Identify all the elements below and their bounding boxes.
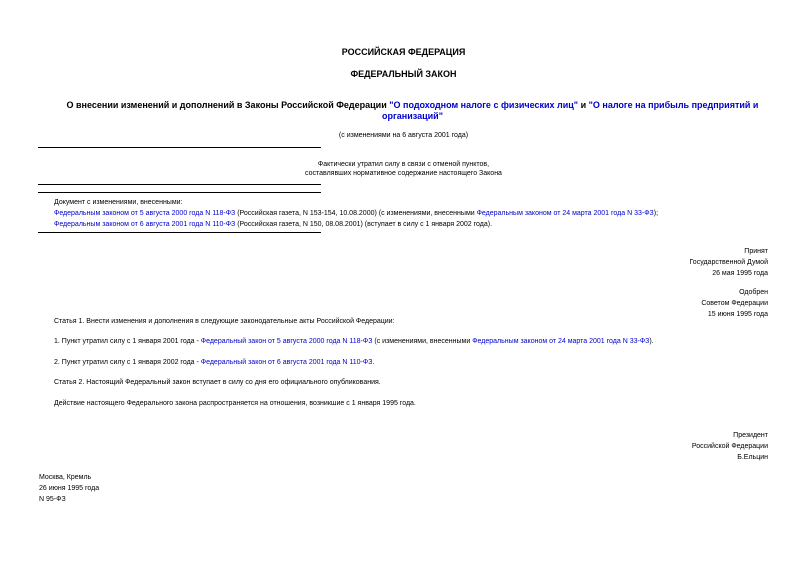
point-text: (с изменениями, внесенными	[372, 338, 473, 345]
law-33-fz-link[interactable]: Федеральным законом от 24 марта 2001 года N 33-ФЗ	[472, 338, 650, 345]
amendments-note: (с изменениями на 6 августа 2001 года)	[338, 132, 469, 139]
changes-intro: Документ с изменениями, внесенными:	[54, 199, 183, 206]
changes-item-text: (Российская газета, N 150, 08.08.2001) (вступает в силу с 1 января 2002 года).	[235, 221, 493, 228]
title-link-profit-tax[interactable]: "О налоге на прибыль предприятий и организаций"	[382, 100, 759, 121]
place-date-line: 26 июня 1995 года	[39, 485, 100, 492]
title-link-income-tax[interactable]: "О подоходном налоге с физических лиц"	[389, 100, 579, 110]
adopted-line: Государственной Думой	[689, 259, 768, 266]
article-1-point-2	[54, 358, 794, 367]
signature-line: Б.Ельцин	[737, 454, 768, 461]
approved-line: Одобрен	[739, 289, 768, 296]
divider	[38, 147, 321, 148]
divider	[38, 192, 321, 193]
status-note	[200, 160, 607, 178]
adopted-line: 26 мая 1995 года	[712, 270, 768, 277]
changes-item-end: );	[653, 210, 659, 217]
status-note-line1: Фактически утратил силу в связи с отменой пунктов,	[317, 161, 490, 168]
changes-item	[54, 208, 794, 219]
point-text: 2. Пункт утратил силу с 1 января 2002 года -	[54, 359, 201, 366]
doc-type-heading: ФЕДЕРАЛЬНЫЙ ЗАКОН	[350, 69, 457, 79]
title-prefix: О внесении изменений и дополнений в Законы Российской Федерации	[66, 100, 390, 110]
point-text: ).	[649, 338, 654, 345]
signature-line: Российской Федерации	[691, 443, 768, 450]
place-date-block	[39, 472, 239, 505]
adopted-line: Принят	[744, 248, 768, 255]
changes-item-text: (Российская газета, N 153-154, 10.08.2000) (с изменениями, внесенными	[235, 210, 477, 217]
law-33-fz-link[interactable]: Федеральным законом от 24 марта 2001 года N 33-ФЗ	[476, 210, 654, 217]
place-date-line: N 95-ФЗ	[39, 496, 66, 503]
signature-line: Президент	[733, 432, 768, 439]
law-118-fz-link[interactable]: Федеральный закон от 5 августа 2000 года N 118-ФЗ	[200, 338, 373, 345]
article-1-point-1	[54, 337, 794, 346]
country-heading: РОССИЙСКАЯ ФЕДЕРАЦИЯ	[341, 47, 466, 57]
approved-block	[568, 287, 768, 320]
point-text: 1. Пункт утратил силу с 1 января 2001 года -	[54, 338, 201, 345]
law-110-fz-link[interactable]: Федеральным законом от 6 августа 2001 года N 110-ФЗ	[54, 221, 236, 228]
place-date-line: Москва, Кремль	[39, 474, 92, 481]
divider	[38, 184, 321, 185]
changes-block	[54, 197, 794, 230]
effect-clause: Действие настоящего Федерального закона распространяется на отношения, возникшие с 1 января 1995 года.	[54, 400, 416, 407]
document-title	[55, 100, 770, 122]
approved-line: Советом Федерации	[701, 300, 768, 307]
adopted-block	[568, 246, 768, 279]
law-110-fz-link[interactable]: Федеральный закон от 6 августа 2001 года N 110-ФЗ	[200, 359, 373, 366]
changes-item	[54, 219, 794, 230]
divider	[38, 232, 321, 233]
status-note-line2: составлявших нормативное содержание настоящего Закона	[305, 170, 502, 177]
point-text: .	[372, 359, 375, 366]
article-1: Статья 1. Внести изменения и дополнения в следующие законодательные акты Российской Федерации:	[54, 318, 395, 325]
approved-line: 15 июня 1995 года	[707, 311, 768, 318]
article-2: Статья 2. Настоящий Федеральный закон вступает в силу со дня его официального опубликования.	[54, 379, 381, 386]
signature-block	[568, 430, 768, 463]
title-middle: и	[578, 100, 589, 110]
law-118-fz-link[interactable]: Федеральным законом от 5 августа 2000 года N 118-ФЗ	[54, 210, 236, 217]
